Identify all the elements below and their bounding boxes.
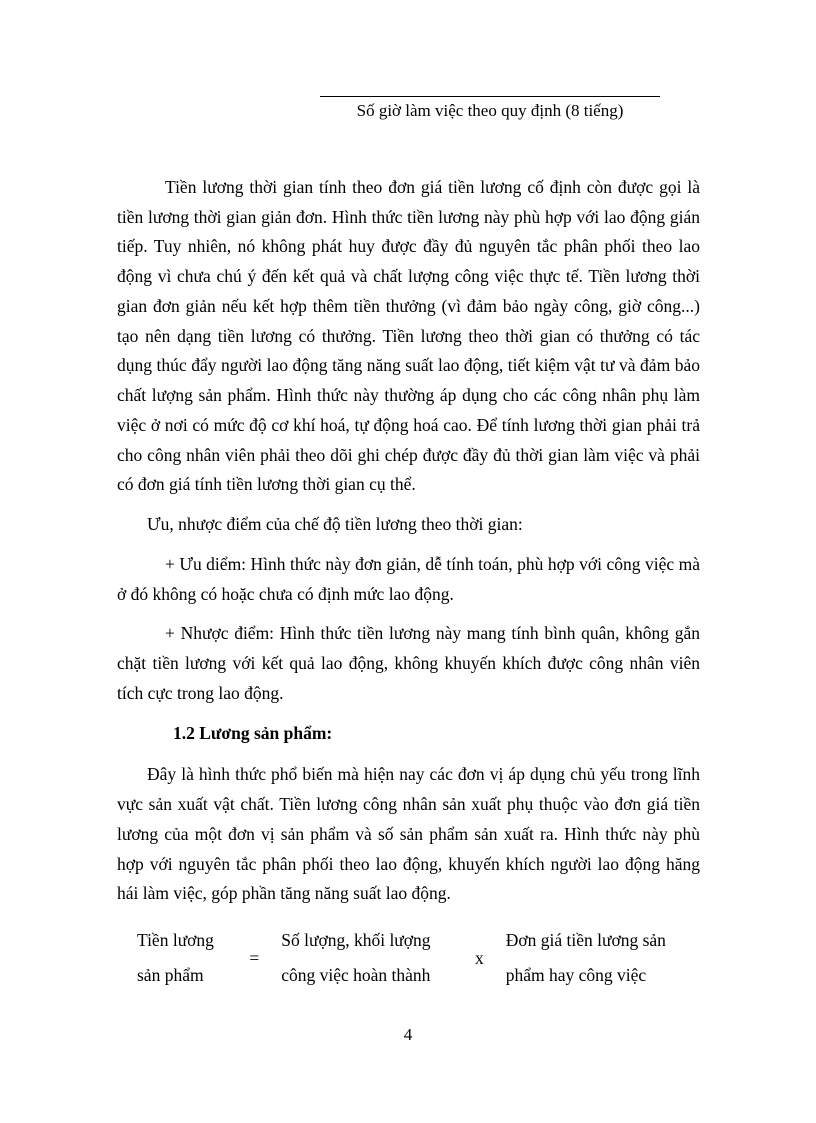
paragraph-pros-cons-intro: Ưu, nhược điểm của chế độ tiền lương theo thời gian: [147, 514, 523, 535]
equals-sign: = [249, 947, 260, 968]
multiply-sign: x [474, 947, 484, 968]
paragraph-advantage: + Ưu diểm: Hình thức này đơn giản, dễ tính toán, phù hợp với công việc mà ở đó không có hoặc chưa có định mức lao động. [117, 553, 700, 604]
page-number: 4 [403, 1025, 413, 1044]
denominator-text: Số giờ làm việc theo quy định (8 tiếng) [356, 101, 624, 120]
wage-formula [137, 923, 700, 993]
formula-unit-price-term: Đơn giá tiền lương sản phẩm hay công việc [505, 930, 666, 986]
paragraph-time-wage: Tiền lương thời gian tính theo đơn giá tiền lương cố định còn được gọi là tiền lương thời gian giản đơn. Hình thức tiền lương này phù hợp với lao động gián tiếp. Tuy nhiên, nó không phát huy được đầy đủ nguyên tắc phân phối theo lao động vì chưa chú ý đến kết quả và chất lượng công việc thực tế. Tiền lương thời gian đơn giản nếu kết hợp thêm tiền thưởng (vì đảm bảo ngày công, giờ công...) tạo nên dạng tiền lương có thưởng. Tiền lương theo thời gian có thưởng có tác dụng thúc đẩy người lao động tăng năng suất lao động, tiết kiệm vật tư và đảm bảo chất lượng sản phẩm. Hình thức này thường áp dụng cho các công nhân phụ làm việc ở nơi có mức độ cơ khí hoá, tự động hoá cao. Để tính lương thời gian phải trả cho công nhân viên phải theo dõi ghi chép được đầy đủ thời gian làm việc và phải có đơn giá tính tiền lương thời gian cụ thể. [117, 176, 700, 495]
formula-denominator [320, 96, 660, 123]
paragraph-disadvantage: + Nhược điểm: Hình thức tiền lương này mang tính bình quân, không gắn chặt tiền lương với kết quả lao động, không khuyến khích được công nhân viên tích cực trong lao động. [117, 623, 700, 703]
formula-quantity-term: Số lượng, khối lượng công việc hoàn thành [281, 930, 431, 986]
formula-lhs: Tiền lương sản phẩm [137, 930, 214, 986]
section-heading-luong-san-pham: 1.2 Lương sản phẩm: [173, 722, 333, 743]
paragraph-product-wage: Đây là hình thức phổ biến mà hiện nay các đơn vị áp dụng chủ yếu trong lĩnh vực sản xuất vật chất. Tiền lương công nhân sản xuất phụ thuộc vào đơn giá tiền lương của một đơn vị sản phẩm và số sản phẩm sản xuất ra. Hình thức này phù hợp với nguyên tắc phân phối theo lao động, khuyến khích người lao động hăng hái làm việc, góp phần tăng năng suất lao động. [117, 764, 700, 904]
document-content [117, 96, 700, 993]
